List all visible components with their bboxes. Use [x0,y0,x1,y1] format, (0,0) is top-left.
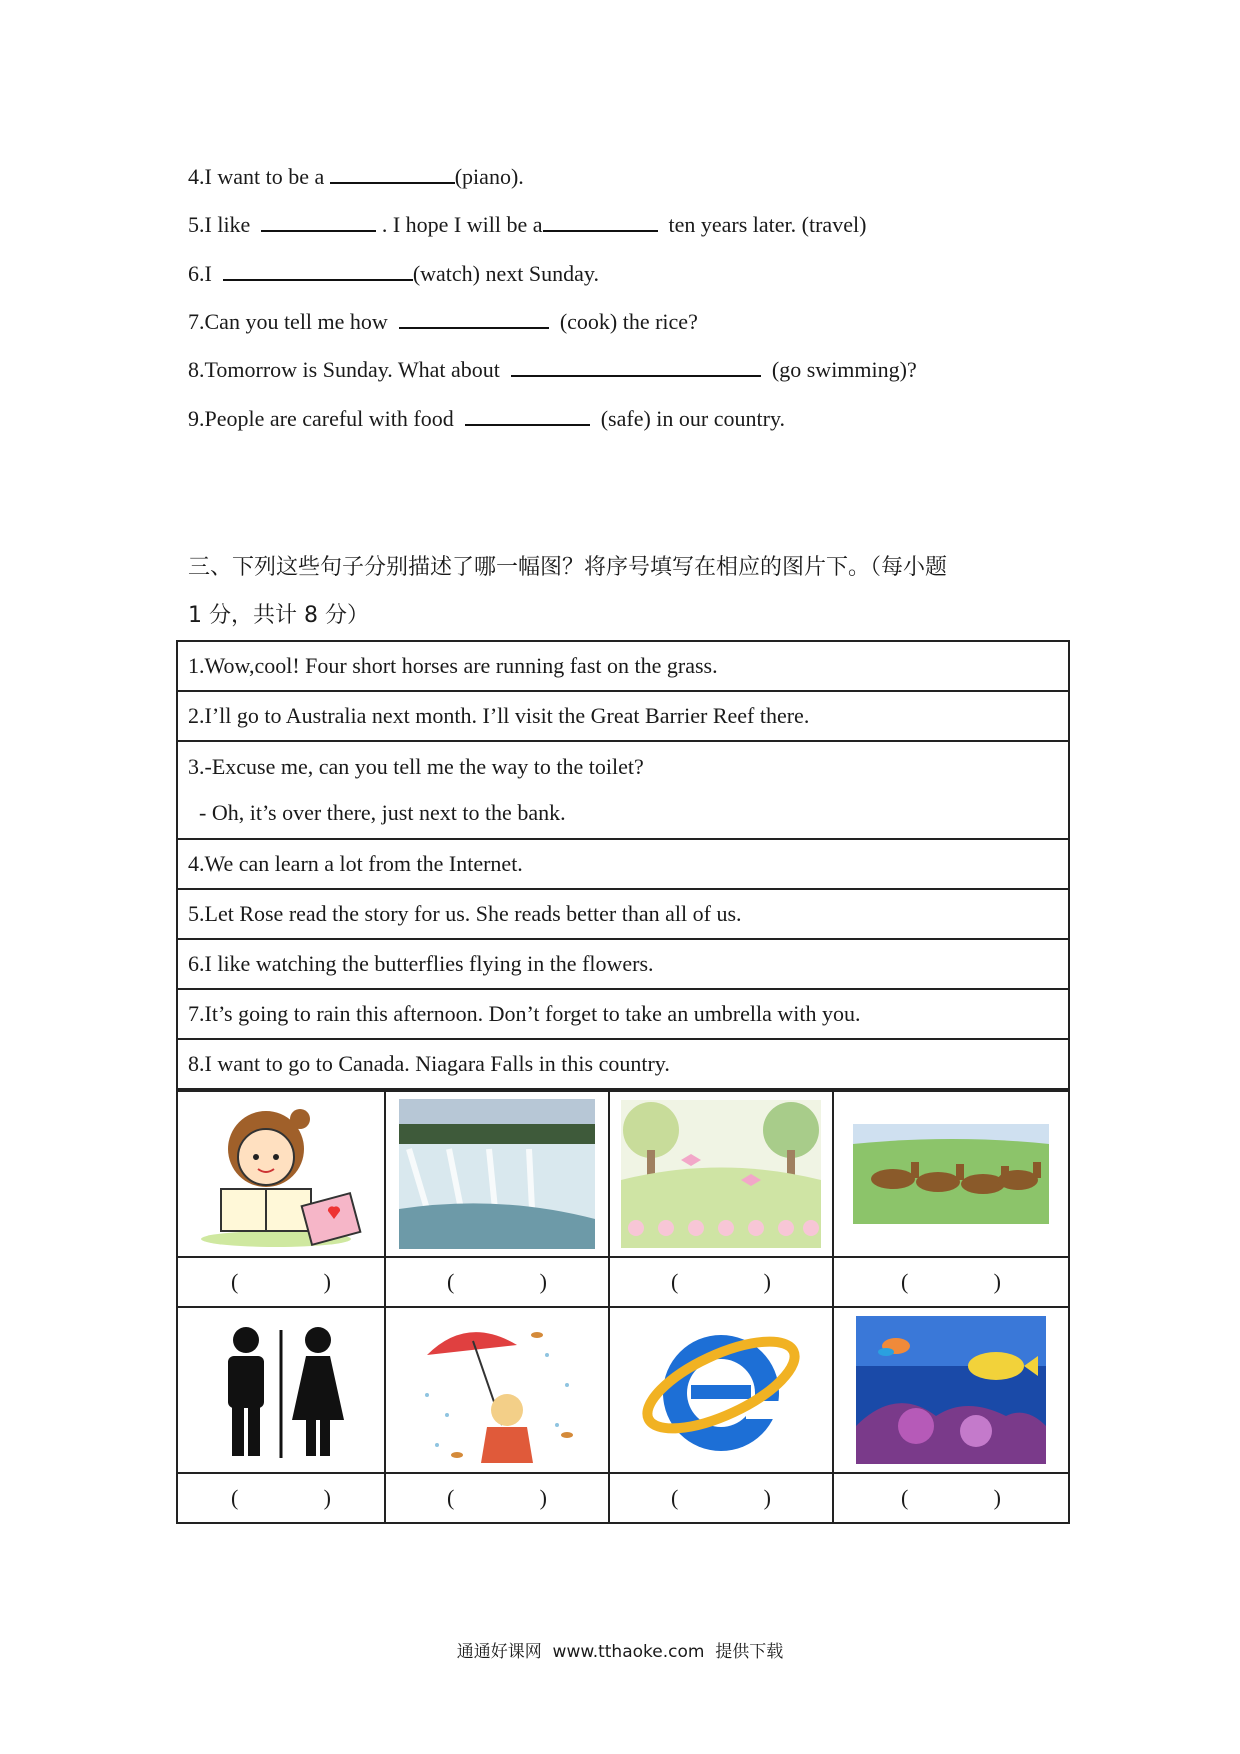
answer-box-4[interactable]: ( ) [833,1257,1069,1307]
picture-cell-7 [609,1307,833,1473]
exercise-8 [188,353,917,385]
exercise-text: 4.I want to be a [188,164,330,189]
exercise-hint: ten years later. (travel) [657,212,867,237]
exercise-9 [188,402,785,434]
sentence-5: 5.Let Rose read the story for us. She reads better than all of us. [177,889,1069,939]
sentence-7: 7.It’s going to rain this afternoon. Don’t forget to take an umbrella with you. [177,989,1069,1039]
answer-box-7[interactable]: ( ) [609,1473,833,1523]
exercise-5 [188,208,866,240]
sentence-1: 1.Wow,cool! Four short horses are running fast on the grass. [177,641,1069,691]
answer-blank[interactable] [399,305,549,329]
exercise-hint: (watch) next Sunday. [412,261,599,286]
exercise-hint: (piano). [454,164,524,189]
sentence-2: 2.I’ll go to Australia next month. I’ll visit the Great Barrier Reef there. [177,691,1069,741]
answer-blank[interactable] [223,257,413,281]
sentences-table [176,640,1070,1090]
answer-blank[interactable] [261,208,376,232]
pictures-table [176,1090,1070,1524]
exercise-text: 5.I like [188,212,256,237]
answer-blank[interactable] [543,208,658,232]
exercise-text: 8.Tomorrow is Sunday. What about [188,357,506,382]
answer-blank[interactable] [465,402,590,426]
sentence-3 [177,741,1069,839]
section-3-title-line1: 三、下列这些句子分别描述了哪一幅图？将序号填写在相应的图片下。（每小题 [188,555,948,580]
picture-cell-8 [833,1307,1069,1473]
picture-cell-5 [177,1307,385,1473]
running-horses-icon [853,1114,1049,1234]
exercise-text: 6.I [188,261,218,286]
girl-reading-icon [196,1099,366,1249]
answer-blank[interactable] [511,353,761,377]
girl-umbrella-rain-icon [407,1315,587,1465]
internet-explorer-icon [636,1315,806,1465]
picture-cell-3 [609,1091,833,1257]
answer-box-5[interactable]: ( ) [177,1473,385,1523]
answer-box-8[interactable]: ( ) [833,1473,1069,1523]
exercise-4 [188,160,524,192]
toilet-sign-icon [206,1320,356,1460]
picture-cell-1 [177,1091,385,1257]
exercise-hint: (cook) the rice? [548,309,698,334]
answer-box-6[interactable]: ( ) [385,1473,609,1523]
answer-blank[interactable] [330,160,455,184]
section-3-title-line2: 1 分，共计 8 分） [188,603,369,628]
picture-cell-2 [385,1091,609,1257]
sentence-3-answer: - Oh, it’s over there, just next to the bank. [188,800,566,825]
exercise-hint: (safe) in our country. [589,406,786,431]
answer-box-2[interactable]: ( ) [385,1257,609,1307]
butterflies-flowers-icon [621,1100,821,1248]
picture-cell-6 [385,1307,609,1473]
exercise-text: 7.Can you tell me how [188,309,394,334]
exercise-text: . I hope I will be a [376,212,543,237]
page-footer: 通通好课网 www.tthaoke.com 提供下载 [456,1642,784,1662]
exercise-text: 9.People are careful with food [188,406,460,431]
sentence-6: 6.I like watching the butterflies flying in the flowers. [177,939,1069,989]
sentence-3-question: 3.-Excuse me, can you tell me the way to the toilet? [188,754,644,779]
exercise-7 [188,305,698,337]
exercise-hint: (go swimming)? [760,357,917,382]
coral-reef-fish-icon [856,1316,1046,1464]
waterfall-icon [399,1099,595,1249]
sentence-4: 4.We can learn a lot from the Internet. [177,839,1069,889]
answer-box-1[interactable]: ( ) [177,1257,385,1307]
picture-cell-4 [833,1091,1069,1257]
answer-box-3[interactable]: ( ) [609,1257,833,1307]
sentence-8: 8.I want to go to Canada. Niagara Falls in this country. [177,1039,1069,1089]
exercise-6 [188,257,599,289]
